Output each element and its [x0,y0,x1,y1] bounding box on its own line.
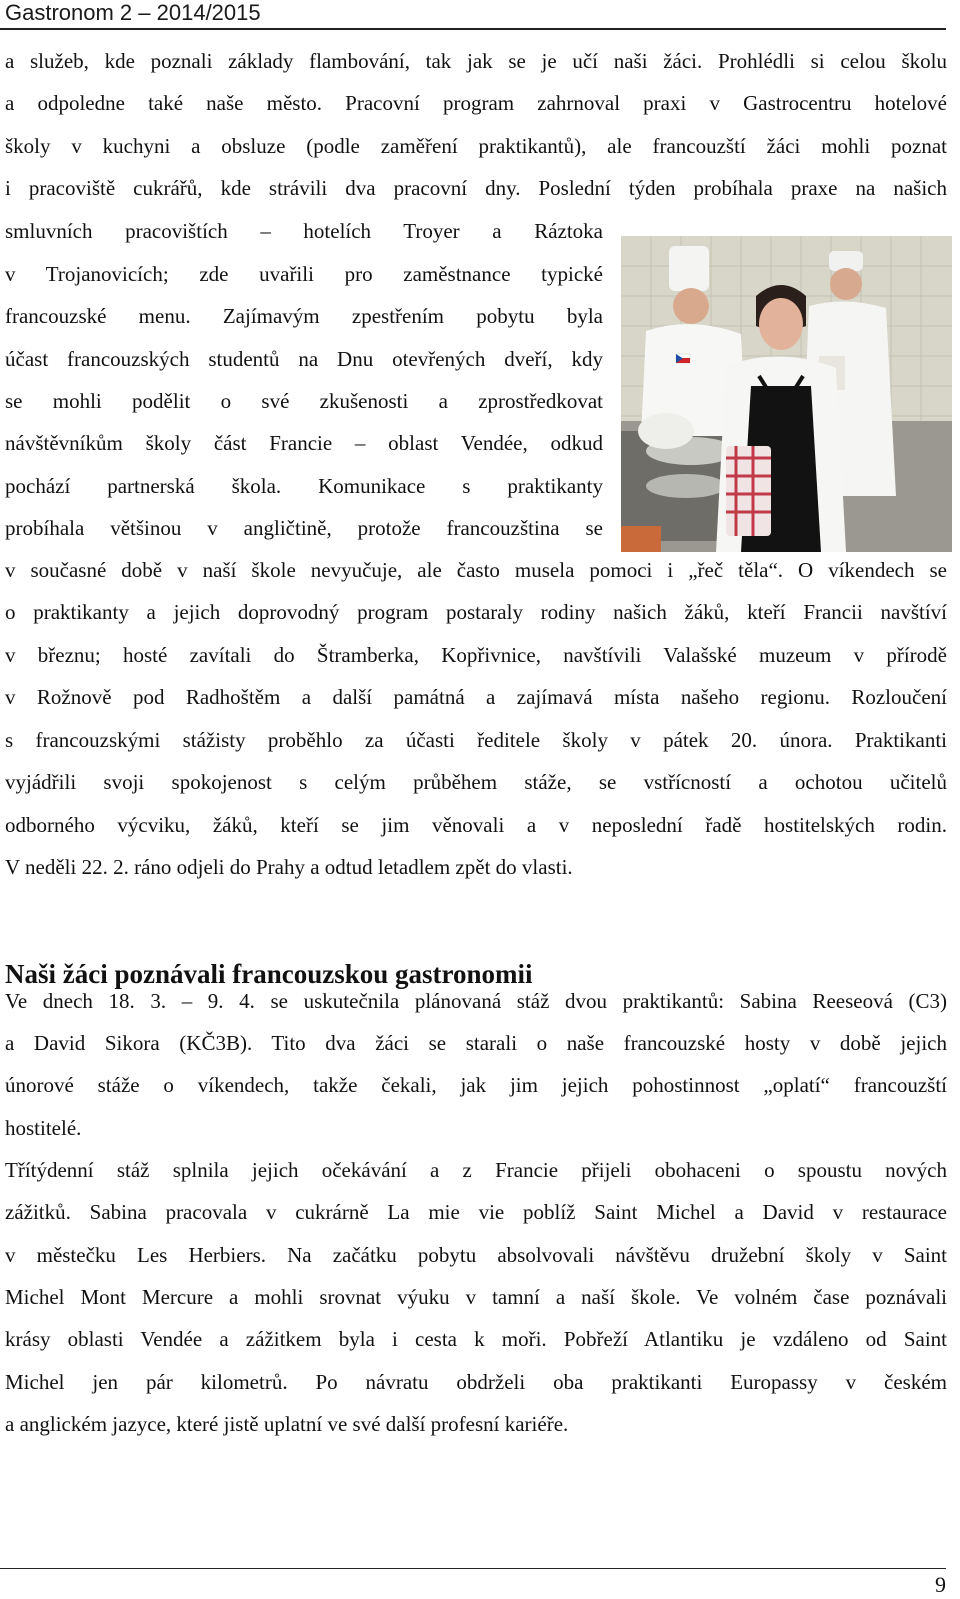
article2-line: Třítýdenní stáž splnila jejich očekávání a z Francie přijeli obohaceni o spoustu nových [5,1158,947,1182]
article2-heading: Naši žáci poznávali francouzskou gastronomii [5,959,533,989]
article1-line: s francouzskými stážisty proběhlo za účasti ředitele školy v pátek 20. února. Praktikanti [5,728,947,752]
article2-line: a anglickém jazyce, které jistě uplatní ve své další profesní kariéře. [5,1412,569,1436]
article2-line: zážitků. Sabina pracovala v cukrárně La mie vie poblíž Saint Michel a David v restaurace [5,1200,947,1224]
article2-line: a David Sikora (KČ3B). Tito dva žáci se starali o naše francouzské hosty v době jejich [5,1031,947,1055]
article1-line: vyjádřili svoji spokojenost s celým průběhem stáže, se vstřícností a ochotou učitelů [5,770,947,794]
article1-line: návštěvníkům školy část Francie – oblast Vendée, odkud [5,431,603,455]
article2-line: Michel jen pár kilometrů. Po návratu obdrželi oba praktikanti Europassy v českém [5,1370,947,1394]
article1-line: školy v kuchyni a obsluze (podle zaměření praktikantů), ale francouzští žáci mohli poznat [5,134,947,158]
footer-rule [0,1568,946,1569]
article1-line: pochází partnerská škola. Komunikace s praktikanty [5,474,603,498]
article-photo [621,236,952,552]
article1-line: o praktikanty a jejich doprovodný program postaraly rodiny našich žáků, kteří Francii navštíví [5,600,947,624]
article2-line: únorové stáže o víkendech, takže čekali, jak jim jejich pohostinnost „oplatí“ francouzští [5,1073,947,1097]
article1-line: a odpoledne také naše město. Pracovní program zahrnoval praxi v Gastrocentru hotelové [5,91,947,115]
article1-line: v Rožnově pod Radhoštěm a další památná a zajímavá místa našeho regionu. Rozloučení [5,685,947,709]
article1-line: v současné době v naší škole nevyučuje, ale často musela pomoci i „řeč těla“. O víkendech se [5,558,947,582]
article2-line: v městečku Les Herbiers. Na začátku pobytu absolvovali návštěvu družební školy v Saint [5,1243,947,1267]
article2-line: krásy oblasti Vendée a zážitkem byla i cesta k moři. Pobřeží Atlantiku je vzdáleno od Saint [5,1327,947,1351]
header-rule [0,28,946,30]
header-title: Gastronom 2 – 2014/2015 [5,0,261,25]
article2-line: Ve dnech 18. 3. – 9. 4. se uskutečnila plánovaná stáž dvou praktikantů: Sabina Reeseová (C3) [5,989,947,1013]
article1-line: smluvních pracovištích – hotelích Troyer a Ráztoka [5,219,603,243]
article1-line: účast francouzských studentů na Dnu otevřených dveří, kdy [5,347,603,371]
article1-line: odborného výcviku, žáků, kteří se jim věnovali a v neposlední řadě hostitelských rodin. [5,813,947,837]
article1-line: i pracoviště cukrářů, kde strávili dva pracovní dny. Poslední týden probíhala praxe na našich [5,176,947,200]
article1-line: a služeb, kde poznali základy flambování, tak jak se je učí naši žáci. Prohlédli si celou školu [5,49,947,73]
article1-line: V neděli 22. 2. ráno odjeli do Prahy a odtud letadlem zpět do vlasti. [5,855,573,879]
article1-line: francouzské menu. Zajímavým zpestřením pobytu byla [5,304,603,328]
page-number: 9 [935,1572,946,1597]
article2-line: hostitelé. [5,1116,82,1140]
article1-line: v Trojanovicích; zde uvařili pro zaměstnance typické [5,262,603,286]
article1-line: probíhala většinou v angličtině, protože francouzština se [5,516,603,540]
article1-line: se mohli podělit o své zkušenosti a zprostředkovat [5,389,603,413]
article2-line: Michel Mont Mercure a mohli srovnat výuku v tamní a naší škole. Ve volném čase poznávali [5,1285,947,1309]
article1-line: v březnu; hosté zavítali do Štramberka, Kopřivnice, navštívili Valašské muzeum v přírodě [5,643,947,667]
